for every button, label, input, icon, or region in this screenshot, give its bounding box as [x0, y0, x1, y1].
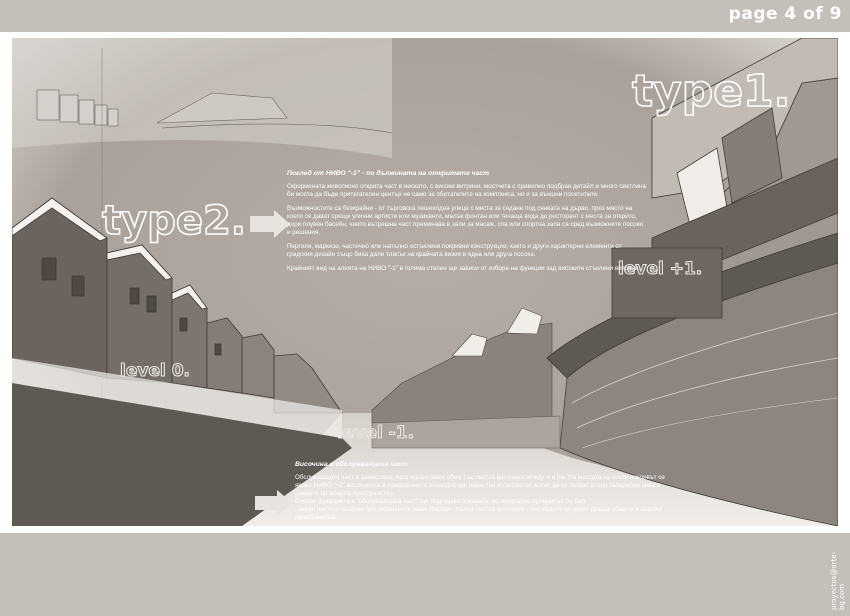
level-plus1-label: level +1.	[618, 259, 703, 279]
section-heading: Поглед от НИВО "-1" - по дължината на откритата част	[287, 170, 490, 177]
paragraph: Възможностите са безкрайни - от търговска пешеходна улица с места за сядане под сянката на дърво, през място на което се дават срещи улични артисти или музиканти, малък фонтан или течаща вода до ресторант с места за открито, дори плувен басейн, чиито вътрешна част преминава в зали за масаж, спа или спортна зала са сред възможните посоки и решения.	[287, 205, 643, 236]
paragraph: Отново функцията в "обслужващата част" ще подсказва посоката, но генерално принципът би бил:	[295, 498, 587, 505]
section-heading: Височина в обслужващата част	[295, 461, 408, 468]
type2-label: type2.	[102, 198, 246, 244]
description-top	[287, 170, 647, 279]
level-0-label: level 0.	[120, 361, 191, 381]
paragraph: Оформената живописно открита част в ниското, с високи витрини, мостчета с правилно подбран детайл и много светлина би могла да бъде притегателен център не само за обитателите на комплекса, но и за външни посетители.	[287, 183, 646, 198]
page-number: page 4 of 9	[728, 4, 842, 24]
paragraph: Обслужващата част е замислена, като едноетажен обем със светла височина между 4 и 5м. На местата на които покривът се явява НИВО "+2" височината в помещенията очевидно ще нарастне и съответно могат да се появят втори галерийни нива в рамките на общото пространство.	[295, 474, 665, 497]
description-bottom	[295, 461, 665, 522]
paragraph: - ниски части и галерии при сервизните зони. Високи - пълна светла височина - там където си дават среща общите и широки пространства.	[295, 506, 663, 521]
architectural-rendering	[12, 38, 838, 526]
paragraph: Перголи, маркизи, частично или напълно остъклени покривни конструкции, както и други характерни елементи от градския дизайн също биха дали тласък на крайната визия в една или друга посока.	[287, 243, 622, 258]
credit-text: proyectos@arte-bg.com	[830, 551, 846, 610]
level-minus1-label: level -1.	[337, 423, 415, 443]
bottom-bar	[0, 533, 850, 616]
type1-label: type1.	[632, 66, 791, 117]
paragraph: Крайният вид на алеята на НИВО "-1" в голяма степен ще зависи от избора на функции зад високите стъклени витрини.	[287, 265, 641, 272]
top-bar	[0, 0, 850, 32]
